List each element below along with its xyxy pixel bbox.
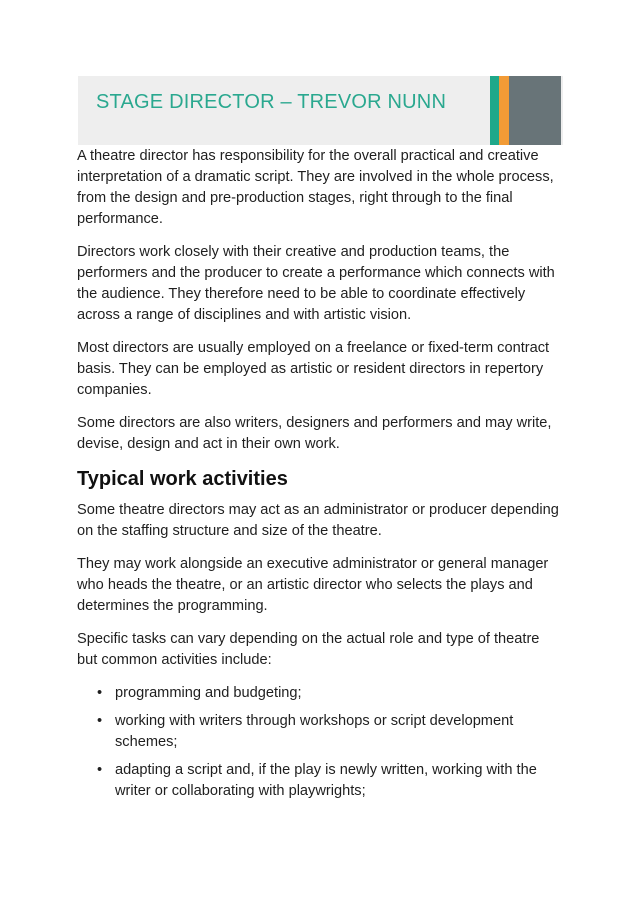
list-item-text: working with writers through workshops or script development schemes; <box>115 713 514 750</box>
accent-block-gray <box>509 76 561 145</box>
bullet-icon: • <box>97 685 103 701</box>
section-paragraph-3: Specific tasks can vary depending on the actual role and type of theatre but common activities include: <box>77 631 540 668</box>
intro-paragraph-2: Directors work closely with their creative and production teams, the performers and the producer to create a performance which connects with the audience. They therefore need to be able to coordinate effectively across a range of disciplines and with artistic vision. <box>77 244 555 323</box>
intro-paragraph-3: Most directors are usually employed on a freelance or fixed-term contract basis. They can be employed as artistic or resident directors in repertory companies. <box>77 340 550 398</box>
section-heading: Typical work activities <box>77 468 288 490</box>
document-body <box>77 146 562 809</box>
list-item <box>77 760 562 802</box>
list-item-text: adapting a script and, if the play is newly written, working with the writer or collaborating with playwrights; <box>115 762 537 799</box>
page-title: STAGE DIRECTOR – TREVOR NUNN <box>96 91 447 113</box>
bullet-icon: • <box>97 762 103 778</box>
activities-list <box>77 683 562 802</box>
bullet-icon: • <box>97 713 103 729</box>
accent-stripe-teal <box>490 76 499 145</box>
section-paragraph-1: Some theatre directors may act as an administrator or producer depending on the staffing structure and size of the theatre. <box>77 502 559 539</box>
accent-stripe-orange <box>499 76 509 145</box>
list-item <box>77 683 562 704</box>
list-item <box>77 711 562 753</box>
list-item-text: programming and budgeting; <box>115 685 302 701</box>
section-paragraph-2: They may work alongside an executive administrator or general manager who heads the theatre, or an artistic director who selects the plays and determines the programming. <box>77 556 549 614</box>
intro-paragraph-4: Some directors are also writers, designers and performers and may write, devise, design and act in their own work. <box>77 415 552 452</box>
intro-paragraph-1: A theatre director has responsibility for the overall practical and creative interpretation of a dramatic script. They are involved in the whole process, from the design and pre-production stages, right through to the final performance. <box>77 148 554 227</box>
